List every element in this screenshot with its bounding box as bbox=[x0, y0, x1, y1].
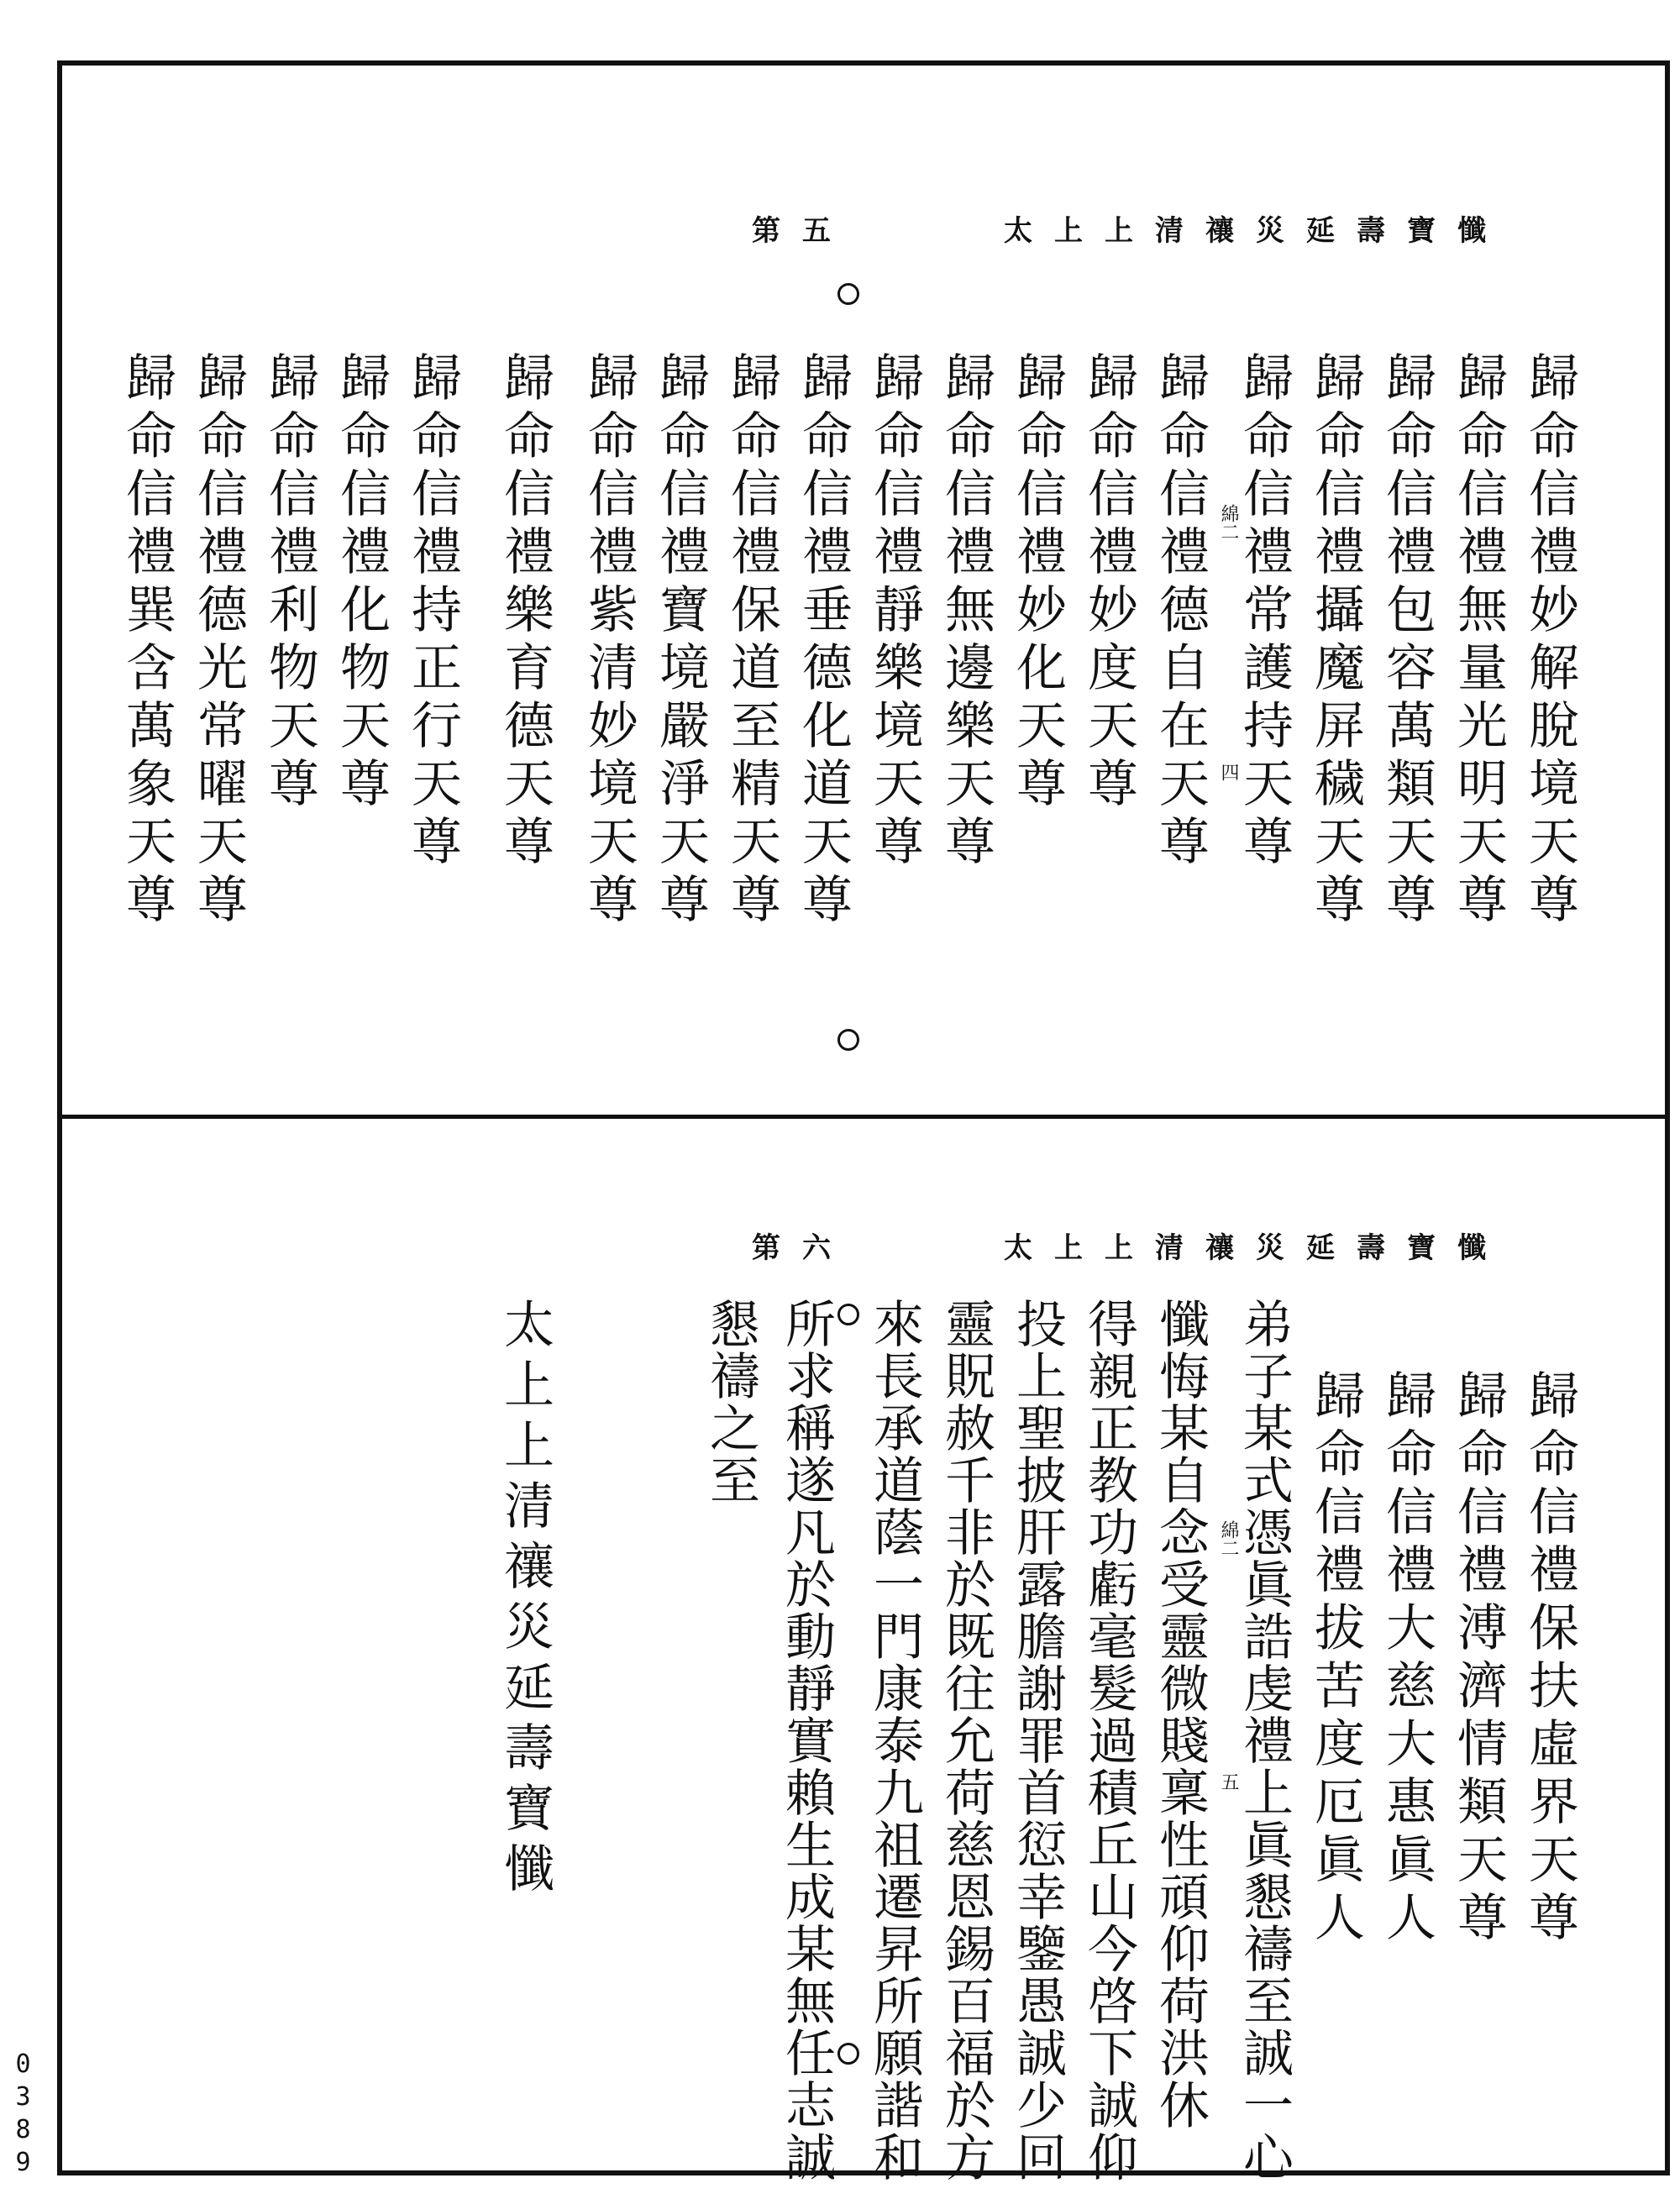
panel-divider bbox=[57, 1115, 1670, 1119]
bottom-column: 得親正教功虧毫髮過積丘山今啓下誠仰 bbox=[1079, 1298, 1138, 2183]
bottom-column: 歸命信禮溥濟情類天尊 bbox=[1449, 1369, 1508, 1949]
binding-hole-marker bbox=[837, 1304, 859, 1325]
page-number: 0389 bbox=[8, 2049, 38, 2181]
top-column: 歸命信禮持正行天尊 bbox=[403, 351, 462, 873]
binding-hole-marker bbox=[837, 1029, 859, 1051]
top-column: 歸命信禮包容萬類天尊 bbox=[1378, 351, 1436, 931]
top-column: 歸命信禮寶境嚴淨天尊 bbox=[651, 351, 710, 931]
bottom-header-title: 太上上清禳災延壽寶懺 bbox=[1004, 1231, 1508, 1265]
top-column: 歸命信禮德自在天尊 bbox=[1151, 351, 1210, 873]
top-column: 歸命信禮化物天尊 bbox=[332, 351, 391, 815]
top-column: 歸命信禮紫清妙境天尊 bbox=[580, 351, 638, 931]
top-column: 歸命信禮利物天尊 bbox=[260, 351, 319, 815]
top-margin-note: 綿二 bbox=[1218, 504, 1239, 541]
bottom-column: 弟子某式憑眞誥虔禮上眞懇禱至誠一心 bbox=[1235, 1298, 1294, 2183]
top-column: 歸命信禮攝魔屏穢天尊 bbox=[1306, 351, 1365, 931]
top-header-title: 太上上清禳災延壽寶懺 bbox=[1004, 214, 1508, 248]
binding-hole-marker bbox=[837, 2043, 859, 2065]
bottom-margin-note: 綿二 bbox=[1218, 1520, 1239, 1557]
top-header-section: 第五 bbox=[752, 214, 853, 248]
top-column: 歸命信禮巽含萬象天尊 bbox=[118, 351, 176, 931]
top-column: 歸命信禮妙化天尊 bbox=[1008, 351, 1067, 815]
bottom-column: 來長承道蔭一門康泰九祖遷昇所願諧和 bbox=[865, 1298, 924, 2183]
top-column: 歸命信禮德光常曜天尊 bbox=[189, 351, 248, 931]
bottom-column: 歸命信禮大慈大惠眞人 bbox=[1378, 1369, 1436, 1949]
bottom-column: 投上聖披肝露膽謝罪首愆幸鑒愚誠少回 bbox=[1008, 1298, 1067, 2183]
binding-hole-marker bbox=[837, 283, 859, 305]
top-column: 歸命信禮妙度天尊 bbox=[1079, 351, 1138, 815]
top-column: 歸命信禮常護持天尊 bbox=[1235, 351, 1294, 873]
bottom-column: 所求稱遂凡於動靜實賴生成某無任志誠 bbox=[777, 1298, 836, 2183]
bottom-column: 歸命信禮拔苦度厄眞人 bbox=[1306, 1369, 1365, 1949]
top-column: 歸命信禮無量光明天尊 bbox=[1449, 351, 1508, 931]
top-margin-note-folio: 四 bbox=[1218, 763, 1239, 781]
top-column: 歸命信禮無邊樂天尊 bbox=[937, 351, 995, 873]
top-column: 歸命信禮靜樂境天尊 bbox=[865, 351, 924, 873]
bottom-margin-note-folio: 五 bbox=[1218, 1772, 1239, 1791]
bottom-column: 懺悔某自念受靈微賤稟性頑仰荷洪休 bbox=[1151, 1298, 1210, 2131]
top-column: 歸命信禮垂德化道天尊 bbox=[794, 351, 853, 931]
bottom-column: 歸命信禮保扶虛界天尊 bbox=[1520, 1369, 1579, 1949]
bottom-column: 懇禱之至 bbox=[701, 1298, 760, 1506]
closing-title: 太上上清禳災延壽寶懺 bbox=[496, 1298, 554, 1902]
top-column: 歸命信禮樂育德天尊 bbox=[496, 351, 554, 873]
top-column: 歸命信禮妙解脫境天尊 bbox=[1520, 351, 1579, 931]
bottom-column: 靈貺赦千非於既往允荷慈恩錫百福於方 bbox=[937, 1298, 995, 2183]
bottom-header-section: 第六 bbox=[752, 1231, 853, 1265]
top-column: 歸命信禮保道至精天尊 bbox=[722, 351, 781, 931]
